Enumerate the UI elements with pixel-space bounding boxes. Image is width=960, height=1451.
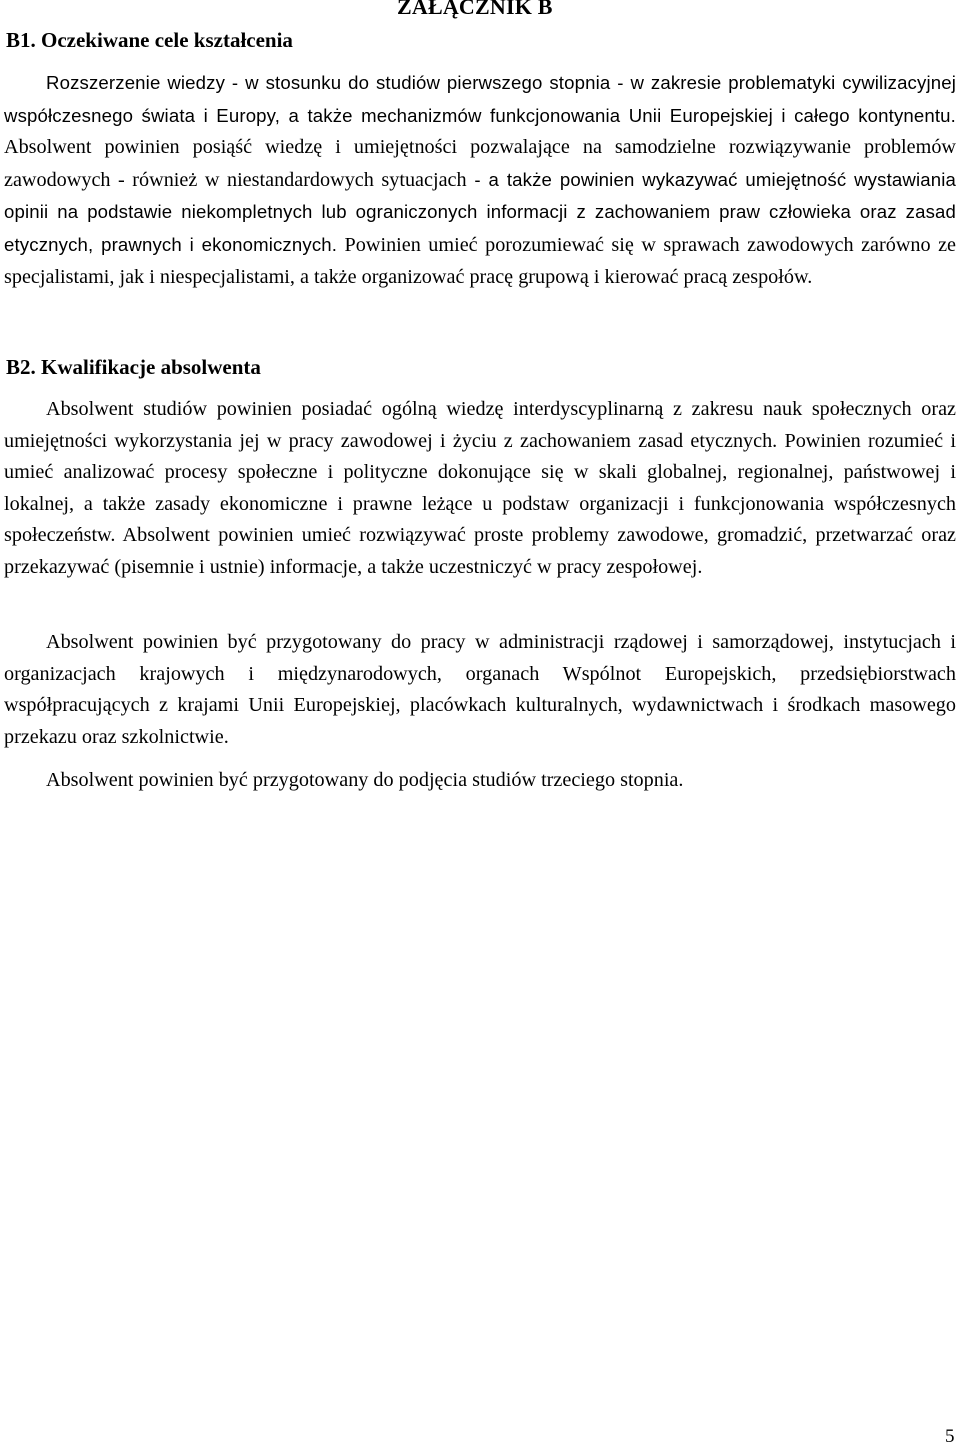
section-b2-paragraph-3: Absolwent powinien być przygotowany do podjęcia studiów trzeciego stopnia. bbox=[46, 769, 684, 791]
section-b1-heading: B1. Oczekiwane cele kształcenia bbox=[6, 28, 293, 52]
b1-text-part-2: Absolwent powinien posiąść wiedzę i umiejętności pozwalające na samodzielne rozwiązywanie problemów zawodowych - również w niestandardowych sytuacjach bbox=[4, 136, 956, 191]
section-b2-paragraph-1: Absolwent studiów powinien posiadać ogólną wiedzę interdyscyplinarną z zakresu nauk społecznych oraz umiejętności wykorzystania jej w pracy zawodowej i życiu z zachowaniem zasad etycznych. Powinien rozumieć i umieć analizować procesy społeczne i polityczne dokonujące się w skali globalnej, regionalnej, państwowej i lokalnej, a także zasady ekonomiczne i prawne leżące u podstaw organizacji i funkcjonowania współczesnych społeczeństw. Absolwent powinien umieć rozwiązywać proste problemy zawodowe, gromadzić, przetwarzać oraz przekazywać (pisemnie i ustnie) informacje, a także uczestniczyć w pracy zespołowej. bbox=[4, 398, 956, 578]
annex-title: ZAŁĄCZNIK B bbox=[397, 0, 553, 19]
b1-text-part-1: Rozszerzenie wiedzy - w stosunku do studiów pierwszego stopnia - w zakresie problematyki cywilizacyjnej współczesnego świata i Europy, a także mechanizmów funkcjonowania Unii Europejskiej i całego kontynentu. bbox=[4, 72, 956, 126]
b1-text-part-4: Powinien umieć porozumiewać się w sprawach zawodowych zarówno ze specjalistami, jak i niespecjalistami, a także organizować pracę grupową i kierować pracą zespołów. bbox=[4, 233, 957, 288]
section-b2-heading: B2. Kwalifikacje absolwenta bbox=[6, 355, 261, 379]
section-b2-paragraph-2: Absolwent powinien być przygotowany do pracy w administracji rządowej i samorządowej, instytucjach i organizacjach krajowych i międzynarodowych, organach Wspólnot Europejskich, przedsiębiorstwach współpracujących z krajami Unii Europejskiej, placówkach kulturalnych, wydawnictwach i środkach masowego przekazu oraz szkolnictwie. bbox=[4, 631, 956, 748]
page-number: 5 bbox=[945, 1426, 955, 1447]
section-b1-paragraph bbox=[4, 67, 956, 293]
b1-text-part-3: - a także powinien wykazywać umiejętność wystawiania opinii na podstawie niekompletnych lub ograniczonych informacji z zachowaniem praw człowieka oraz zasad etycznych, prawnych i ekonomicznych. bbox=[4, 168, 956, 255]
